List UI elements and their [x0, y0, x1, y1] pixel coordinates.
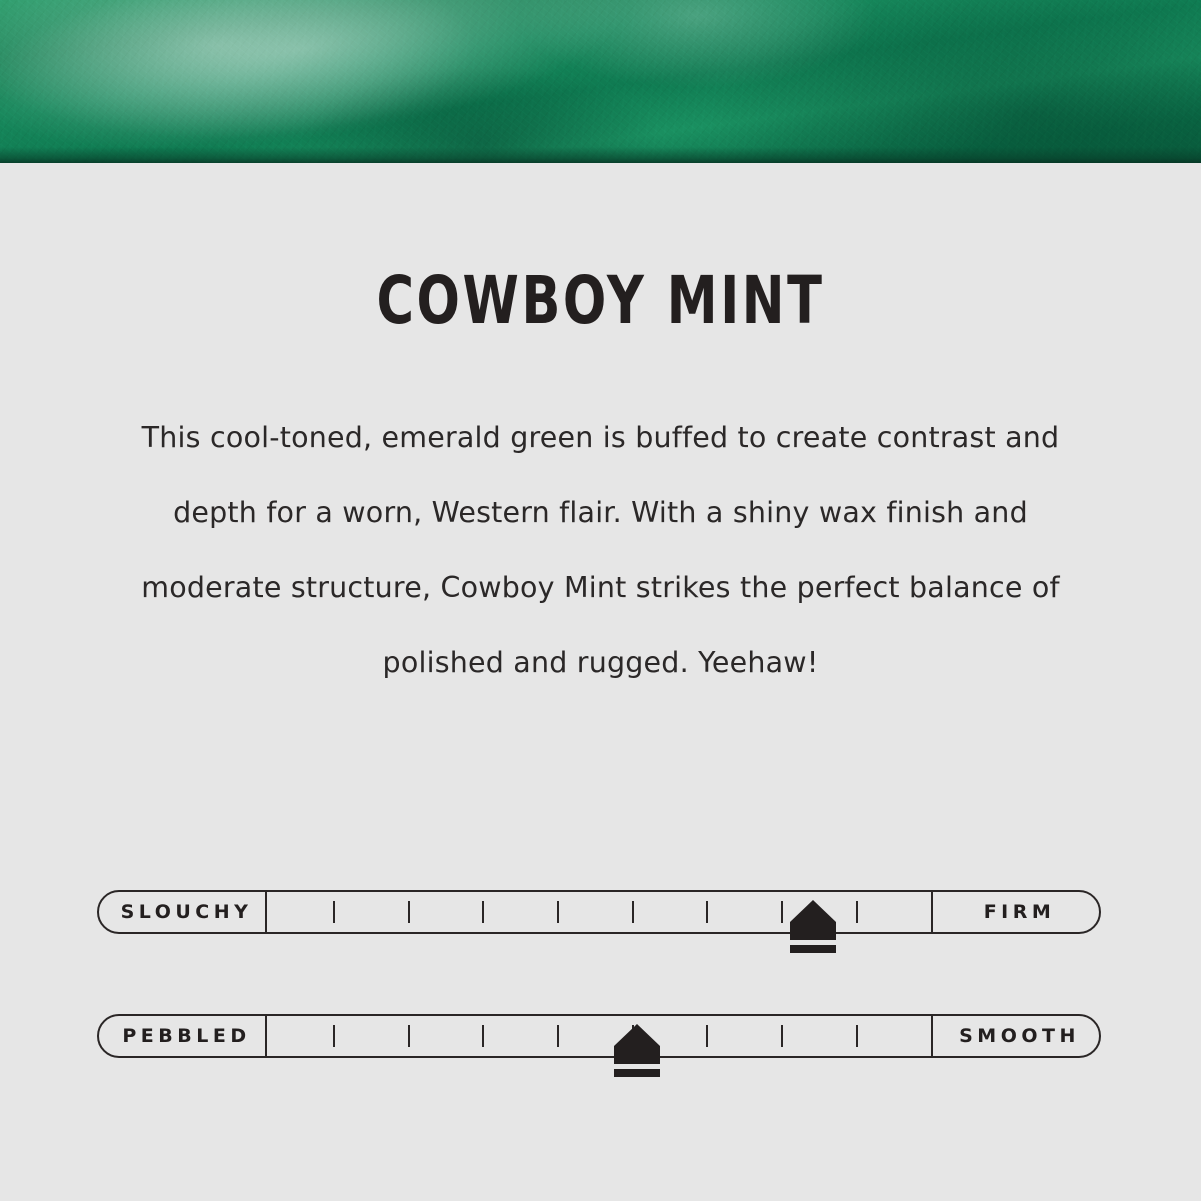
slider-texture[interactable]	[97, 1014, 1105, 1062]
slider-tick	[408, 1025, 410, 1047]
slider-handle-foot	[790, 945, 836, 953]
slider-tick	[632, 1025, 634, 1047]
slider-tick	[781, 1025, 783, 1047]
slider-tick	[706, 901, 708, 923]
slider-scale-texture[interactable]	[267, 1016, 931, 1056]
slider-tick	[557, 1025, 559, 1047]
slider-tick	[408, 901, 410, 923]
slider-scale-structure[interactable]	[267, 892, 931, 932]
page-title: COWBOY MINT	[376, 262, 825, 339]
slider-left-label-structure: SLOUCHY	[99, 892, 267, 932]
slider-tick	[856, 901, 858, 923]
slider-tick	[333, 901, 335, 923]
slider-tick	[482, 1025, 484, 1047]
slider-structure[interactable]	[97, 890, 1105, 938]
product-description: This cool-toned, emerald green is buffed to create contrast and depth for a worn, Western flair. With a shiny wax finish and moderate structure, Cowboy Mint strikes the perfect balance of polished and rugged. Yeehaw!	[141, 421, 1060, 679]
slider-left-label-texture: PEBBLED	[99, 1016, 267, 1056]
slider-handle-foot	[614, 1069, 660, 1077]
slider-tick	[482, 901, 484, 923]
attribute-sliders	[0, 890, 1201, 1062]
slider-handle-gap	[614, 1064, 660, 1069]
slider-tick	[333, 1025, 335, 1047]
slider-handle-gap	[790, 940, 836, 945]
slider-tick	[856, 1025, 858, 1047]
slider-track-structure[interactable]	[97, 890, 1101, 934]
slider-right-label-structure: FIRM	[931, 892, 1099, 932]
leather-swatch-image	[0, 0, 1201, 163]
slider-track-texture[interactable]	[97, 1014, 1101, 1058]
slider-tick	[557, 901, 559, 923]
slider-tick	[706, 1025, 708, 1047]
product-text-block	[0, 163, 1201, 700]
slider-tick	[781, 901, 783, 923]
slider-right-label-texture: SMOOTH	[931, 1016, 1099, 1056]
swatch-bottom-edge	[0, 147, 1201, 163]
slider-tick	[632, 901, 634, 923]
